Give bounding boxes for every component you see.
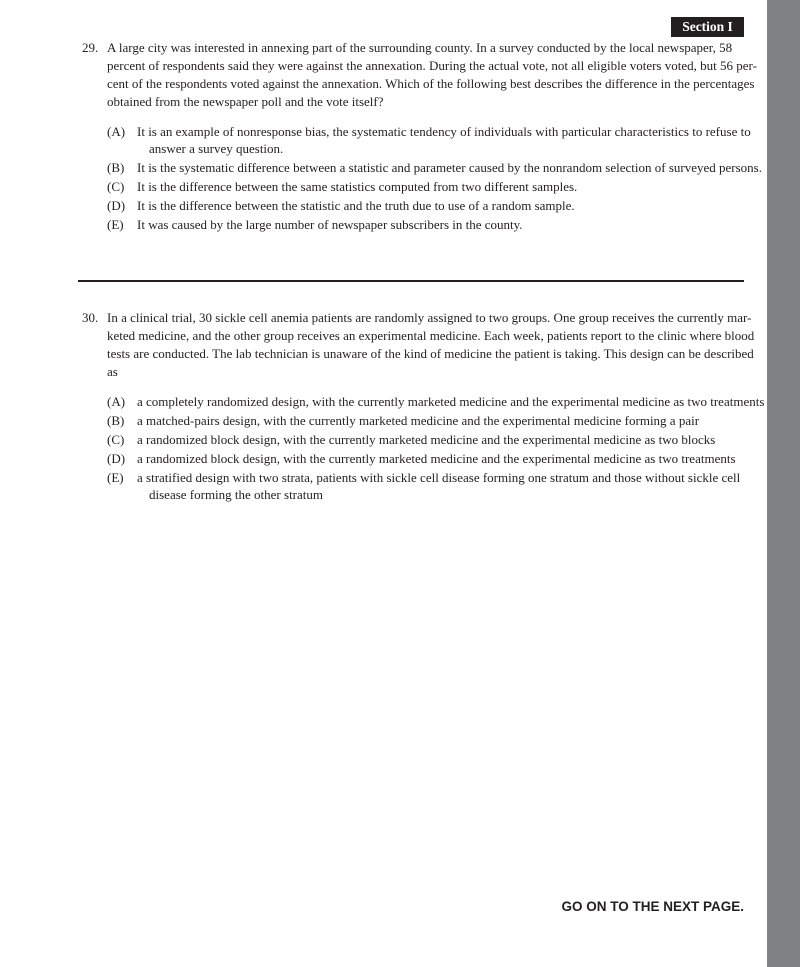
choice-text: It is the systematic difference between a statistic and parameter caused by the nonrandom selection of surveyed persons. [137,160,762,175]
choice-letter: (C) [107,432,125,447]
choice-text: a randomized block design, with the currently marketed medicine and the experimental medicine as two blocks [137,432,716,447]
answer-choice-c[interactable] [107,178,748,195]
choice-letter: (D) [107,198,126,213]
stem-line: percent of respondents said they were against the annexation. During the actual vote, not all eligible voters voted, but 56 per- [107,58,757,73]
question-stem [107,39,757,111]
answer-choice-e[interactable] [107,216,748,233]
stem-line: as [107,364,118,379]
choice-text: a matched-pairs design, with the currently marketed medicine and the experimental medicine forming a pair [137,413,700,428]
choice-letter: (E) [107,470,124,485]
stem-line: keted medicine, and the other group receives an experimental medicine. Each week, patients report to the clinic where blood [107,328,755,343]
choice-text: a randomized block design, with the currently marketed medicine and the experimental medicine as two treatments [137,451,736,466]
stem-line: cent of the respondents voted against the annexation. Which of the following best describes the difference in the percentages [107,76,755,91]
stem-line: obtained from the newspaper poll and the vote itself? [107,94,384,109]
choice-text: It is the difference between the same statistics computed from two different samples. [137,179,578,194]
question-divider [78,280,744,282]
question-number: 30. [82,310,99,325]
choice-text: It is an example of nonresponse bias, the systematic tendency of individuals with particular characteristics to refuse to [137,124,751,139]
answer-choice-a[interactable] [107,393,765,410]
answer-choice-d[interactable] [107,450,748,467]
answer-choice-b[interactable] [107,159,762,176]
choice-text: a completely randomized design, with the currently marketed medicine and the experimental medicine as two treatments [137,394,765,409]
choice-text: It was caused by the large number of newspaper subscribers in the county. [137,217,523,232]
choice-letter: (B) [107,413,125,428]
question-stem [107,309,755,381]
answer-choices [107,123,762,233]
answer-choice-e[interactable] [107,469,748,503]
question-number: 29. [82,40,99,55]
page-edge-tab [767,0,800,967]
question-30 [78,309,765,505]
answer-choices [107,393,765,503]
question-29 [78,39,762,235]
choice-text: answer a survey question. [149,141,284,156]
choice-letter: (B) [107,160,125,175]
answer-choice-b[interactable] [107,412,748,429]
choice-letter: (C) [107,179,125,194]
choice-text: It is the difference between the statistic and the truth due to use of a random sample. [137,198,575,213]
next-page-notice: GO ON TO THE NEXT PAGE. [561,899,744,914]
stem-line: A large city was interested in annexing part of the surrounding county. In a survey conducted by the local newspaper, 58 [107,40,733,55]
stem-line: tests are conducted. The lab technician is unaware of the kind of medicine the patient is taking. This design can be described [107,346,754,361]
choice-letter: (E) [107,217,124,232]
answer-choice-d[interactable] [107,197,748,214]
choice-letter: (D) [107,451,126,466]
answer-choice-c[interactable] [107,431,748,448]
stem-line: In a clinical trial, 30 sickle cell anemia patients are randomly assigned to two groups. One group receives the currently mar- [107,310,752,325]
choice-letter: (A) [107,394,126,409]
choice-text: a stratified design with two strata, patients with sickle cell disease forming one stratum and those without sickle cell [137,470,741,485]
choice-letter: (A) [107,124,126,139]
choice-text: disease forming the other stratum [149,487,324,502]
answer-choice-a[interactable] [107,123,751,157]
section-badge: Section I [671,17,744,37]
